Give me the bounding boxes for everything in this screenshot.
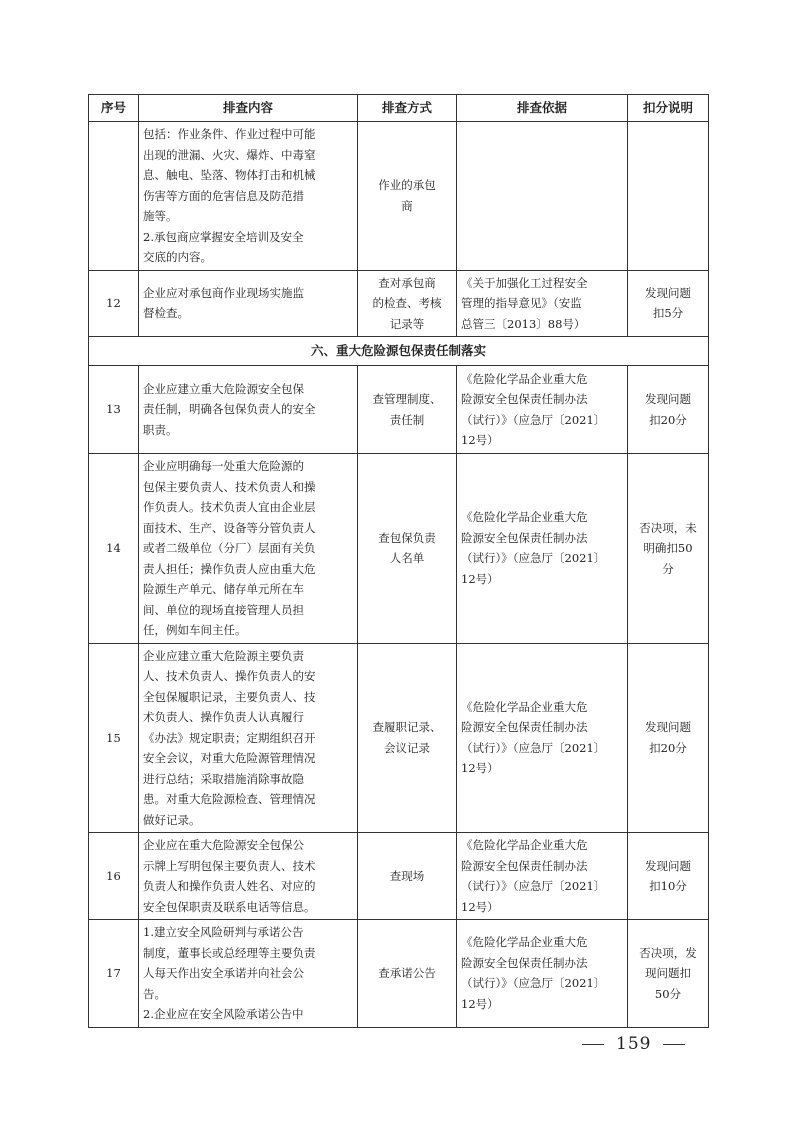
row-deduction [628, 270, 709, 337]
cell-line: 职责。 [143, 422, 178, 437]
table-header-row [89, 95, 709, 122]
row-basis [457, 122, 628, 271]
cell-line: 企业应建立重大危险源主要负责 [143, 648, 304, 663]
cell-line: 查包保负责 [378, 530, 436, 545]
row-number [89, 122, 139, 271]
cell-line: 发现问题 [645, 392, 691, 406]
row-content [139, 920, 358, 1028]
row-number: 17 [89, 920, 139, 1028]
row-content [139, 643, 358, 833]
cell-line: 企业应在重大危险源安全包保公 [143, 838, 304, 852]
table-row-continuation [89, 122, 709, 271]
row-number: 14 [89, 454, 139, 644]
cell-line: 作业的承包 [378, 178, 436, 193]
cell-line: 责任制 [389, 412, 425, 427]
row-deduction [628, 833, 709, 920]
cell-line: 《危险化学品企业重大危 [461, 510, 588, 525]
cell-line: 12号） [461, 761, 499, 776]
header-basis: 排查依据 [457, 95, 628, 122]
cell-line: 发现问题 [645, 720, 691, 735]
table-row-16 [89, 833, 709, 920]
cell-line: 面技术、生产、设备等分管负责人 [143, 520, 316, 535]
cell-line: 企业应明确每一处重大危险源的 [143, 459, 304, 473]
cell-line: 告。 [143, 986, 166, 1001]
cell-line: （试行）》（应急厅〔2021〕 [461, 412, 606, 427]
row-basis [457, 366, 628, 454]
cell-line: 责人担任；操作负责人应由重大危 [143, 561, 316, 576]
cell-line: 扣20分 [649, 740, 687, 755]
cell-line: 险源安全包保责任制办法 [461, 955, 588, 970]
cell-line: 12号） [461, 996, 499, 1011]
cell-line: 否决项，发 [639, 945, 697, 960]
header-number: 序号 [89, 95, 139, 122]
cell-line: 安全会议，对重大危险源管理情况 [143, 751, 316, 765]
cell-line: 发现问题 [645, 285, 691, 300]
row-number: 12 [89, 270, 139, 337]
cell-line: 安全包保职责及联系电话等信息。 [143, 899, 316, 914]
cell-line: 人、技术负责人、操作负责人的安 [143, 669, 316, 683]
cell-line: 扣10分 [649, 879, 687, 893]
row-deduction [628, 454, 709, 644]
cell-line: 患。对重大危险源检查、管理情况 [143, 792, 316, 806]
cell-line: 险源安全包保责任制办法 [461, 858, 588, 873]
cell-line: 包括：作业条件、作业过程中可能 [143, 127, 316, 141]
cell-line: 包保主要负责人、技术负责人和操 [143, 479, 316, 494]
cell-line: 《危险化学品企业重大危 [461, 935, 588, 950]
cell-line: 查管理制度、 [372, 392, 442, 406]
row-content [139, 270, 358, 337]
page-footer [570, 1034, 697, 1054]
row-method [358, 270, 457, 337]
cell-line: 《危险化学品企业重大危 [461, 699, 588, 714]
row-deduction [628, 643, 709, 833]
header-content: 排查内容 [139, 95, 358, 122]
cell-line: 管理的指导意见》（安监 [461, 296, 582, 310]
row-method [358, 920, 457, 1028]
cell-line: 查现场 [389, 868, 425, 883]
table-row-14 [89, 454, 709, 644]
cell-line: 商 [401, 198, 413, 213]
table-row-17 [89, 920, 709, 1028]
row-content [139, 122, 358, 271]
cell-line: 12号） [461, 433, 499, 447]
cell-line: 12号） [461, 571, 499, 586]
section-title: 六、重大危险源包保责任制落实 [89, 337, 709, 366]
cell-line: 分 [662, 561, 674, 576]
cell-line: 《危险化学品企业重大危 [461, 371, 588, 386]
cell-line: 企业应对承包商作业现场实施监 [143, 285, 304, 300]
cell-line: 术负责人、操作负责人认真履行 [143, 710, 304, 724]
cell-line: 全包保履职记录，主要负责人、技 [143, 689, 316, 704]
cell-line: 示牌上写明包保主要负责人、技术 [143, 858, 316, 873]
cell-line: 50分 [654, 986, 682, 1001]
cell-line: 交底的内容。 [143, 250, 212, 264]
table-row-13 [89, 366, 709, 454]
cell-line: 进行总结；采取措施消除事故隐 [143, 771, 304, 786]
row-content [139, 454, 358, 644]
cell-line: 或者二级单位（分厂）层面有关负 [143, 541, 316, 555]
cell-line: 间、单位的现场直接管理人员担 [143, 602, 304, 617]
cell-line: 查承诺公告 [378, 966, 436, 980]
inspection-table [88, 94, 709, 1028]
cell-line: 否决项，未 [639, 520, 697, 535]
row-basis [457, 920, 628, 1028]
row-content [139, 366, 358, 454]
cell-line: 息、触电、坠落、物体打击和机械 [143, 168, 316, 182]
cell-line: 总管三〔2013〕88号） [461, 316, 586, 331]
cell-line: 任，例如车间主任。 [143, 623, 247, 637]
cell-line: 发现问题 [645, 858, 691, 873]
row-method [358, 122, 457, 271]
row-method [358, 643, 457, 833]
row-number: 16 [89, 833, 139, 920]
row-deduction [628, 920, 709, 1028]
cell-line: 伤害等方面的危害信息及防范措 [143, 188, 304, 203]
cell-line: 扣20分 [649, 412, 687, 427]
cell-line: 出现的泄漏、火灾、爆炸、中毒窒 [143, 147, 316, 162]
row-basis [457, 454, 628, 644]
cell-line: 查对承包商 [378, 275, 436, 290]
cell-line: 2.企业应在安全风险承诺公告中 [143, 1007, 304, 1021]
cell-line: 企业应建立重大危险源安全包保 [143, 381, 304, 396]
row-method [358, 366, 457, 454]
row-deduction [628, 366, 709, 454]
cell-line: 施等。 [143, 209, 178, 223]
cell-line: 做好记录。 [143, 812, 201, 827]
row-basis [457, 833, 628, 920]
cell-line: 《关于加强化工过程安全 [461, 275, 588, 290]
cell-line: 责任制，明确各包保负责人的安全 [143, 402, 316, 417]
cell-line: 扣5分 [652, 306, 684, 321]
header-deduction: 扣分说明 [628, 95, 709, 122]
cell-line: （试行）》（应急厅〔2021〕 [461, 879, 606, 893]
cell-line: 查履职记录、 [372, 720, 442, 735]
row-method [358, 833, 457, 920]
cell-line: 《危险化学品企业重大危 [461, 838, 588, 852]
cell-line: 《办法》规定职责；定期组织召开 [143, 730, 316, 745]
row-method [358, 454, 457, 644]
cell-line: 负责人和操作负责人姓名、对应的 [143, 879, 316, 893]
table-row-15 [89, 643, 709, 833]
page-number: 159 [616, 1034, 652, 1054]
cell-line: 督检查。 [143, 306, 189, 321]
cell-line: 的检查、考核 [372, 296, 442, 310]
cell-line: 明确扣50 [643, 541, 693, 555]
footer-dash-right [663, 1044, 685, 1045]
cell-line: 险源生产单元、储存单元所在车 [143, 582, 304, 596]
cell-line: 险源安全包保责任制办法 [461, 530, 588, 545]
table-row-12 [89, 270, 709, 337]
cell-line: 12号） [461, 899, 499, 914]
section-heading-row [89, 337, 709, 366]
row-deduction [628, 122, 709, 271]
cell-line: 人每天作出安全承诺并向社会公 [143, 966, 304, 980]
row-number: 13 [89, 366, 139, 454]
cell-line: 会议记录 [384, 740, 430, 755]
cell-line: 记录等 [389, 316, 425, 331]
cell-line: 现问题扣 [645, 966, 691, 980]
header-method: 排查方式 [358, 95, 457, 122]
cell-line: 人名单 [389, 551, 425, 566]
row-basis [457, 270, 628, 337]
footer-dash-left [582, 1044, 604, 1045]
cell-line: 险源安全包保责任制办法 [461, 392, 588, 406]
row-number: 15 [89, 643, 139, 833]
cell-line: 险源安全包保责任制办法 [461, 720, 588, 735]
row-content [139, 833, 358, 920]
cell-line: 作负责人。技术负责人宜由企业层 [143, 500, 316, 514]
cell-line: 2.承包商应掌握安全培训及安全 [143, 229, 304, 244]
cell-line: （试行）》（应急厅〔2021〕 [461, 740, 606, 755]
row-basis [457, 643, 628, 833]
cell-line: （试行）》（应急厅〔2021〕 [461, 551, 606, 566]
cell-line: 1.建立安全风险研判与承诺公告 [143, 925, 304, 939]
cell-line: 制度，董事长或总经理等主要负责 [143, 945, 316, 960]
cell-line: （试行）》（应急厅〔2021〕 [461, 976, 606, 991]
